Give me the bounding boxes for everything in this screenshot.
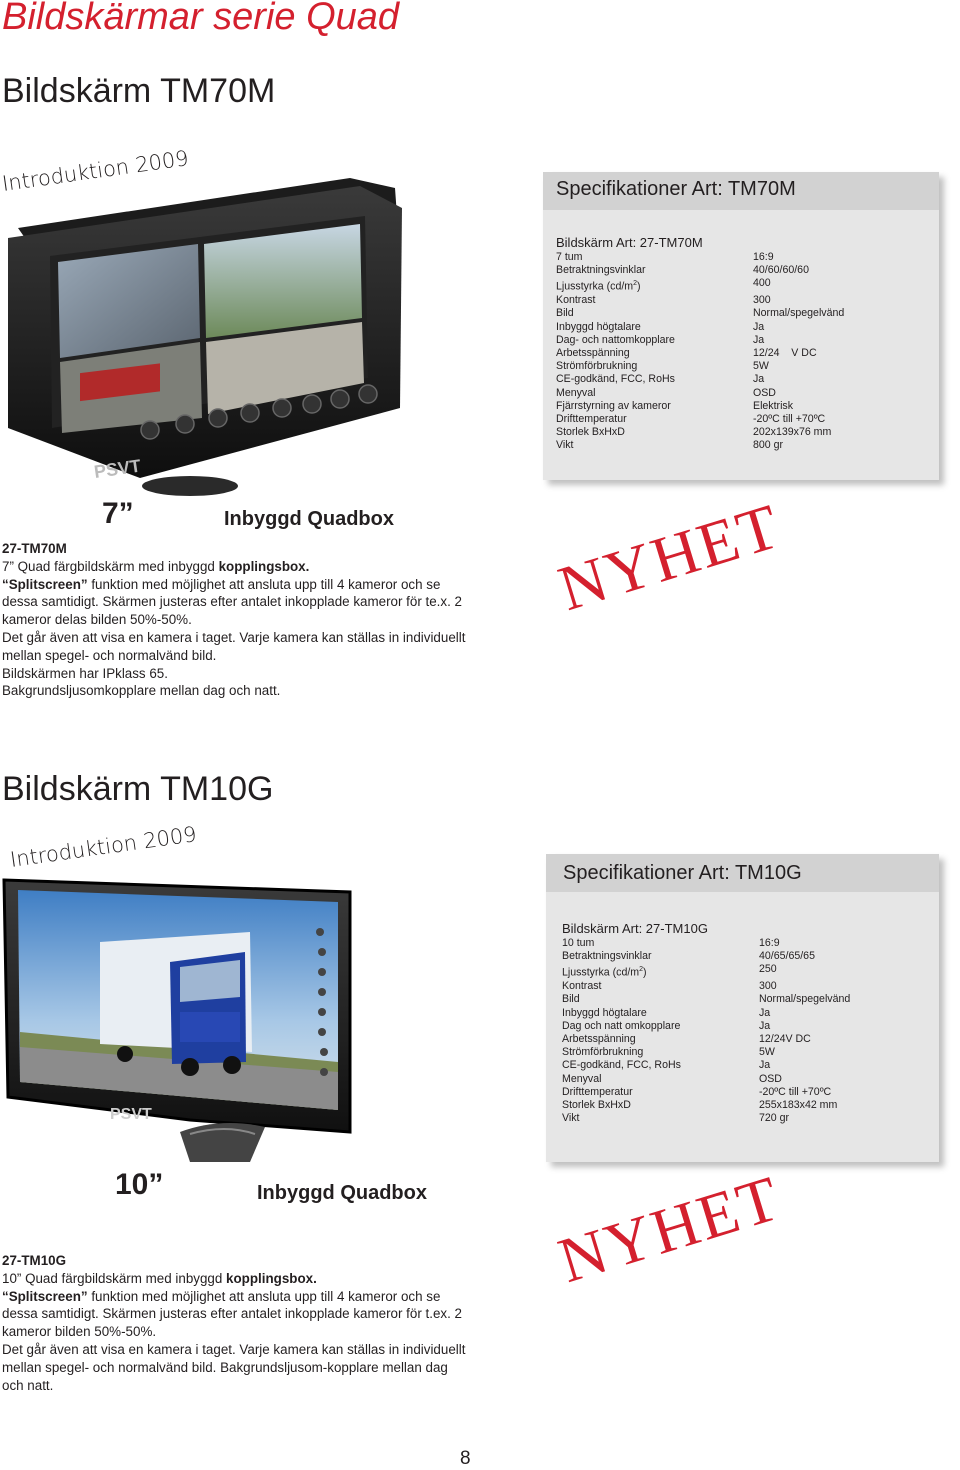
spec-row: [556, 321, 844, 334]
product-title-tm10g: Bildskärm TM10G: [2, 770, 274, 808]
spec-row: [562, 1086, 850, 1099]
spec-row: [562, 993, 850, 1006]
spec-row: [562, 950, 850, 963]
spec-row: [556, 387, 844, 400]
spec-row: [556, 439, 844, 452]
spec-row: [556, 264, 844, 277]
spec-row: [562, 1059, 850, 1072]
spec-key: Ljusstyrka $(cd/m^2)$: [562, 966, 647, 979]
spec-value: 12/24 V DC: [753, 346, 817, 359]
spec-key: Strömförbrukning: [562, 1046, 644, 1059]
spec-value: Ja: [753, 333, 765, 346]
spec-value: 5W: [759, 1046, 775, 1059]
desc-line: funktion med möjlighet att ansluta upp till 4 kameror och se dessa samtidigt. Skärmen justeras efter antalet inkopplade kameror för te.x. 2 kameror delas bilden 50%-50%.: [2, 576, 462, 628]
spec-key: Dag och natt omkopplare: [562, 1019, 681, 1032]
quadbox-label-tm70m: Inbyggd Quadbox: [224, 508, 394, 530]
spec-row: [556, 413, 844, 426]
spec-key: Drifttemperatur: [562, 1085, 633, 1098]
product-title-tm70m: Bildskärm TM70M: [2, 72, 276, 110]
spec-row: [562, 1112, 850, 1125]
spec-key: Storlek BxHxD: [562, 1098, 631, 1111]
monitor-brand-tm70m: PSVT: [92, 455, 143, 482]
monitor-brand-tm10g: PSVT: [110, 1106, 152, 1123]
spec-row: [562, 980, 850, 993]
spec-key: Vikt: [562, 1112, 580, 1125]
spec-row: [556, 373, 844, 386]
product-code-tm70m: 27-TM70M: [2, 541, 67, 556]
spec-value: Ja: [759, 1019, 771, 1032]
product-code-tm10g: 27-TM10G: [2, 1253, 66, 1268]
spec-panel-tm10g: [546, 854, 939, 1162]
spec-value: 5W: [753, 360, 769, 373]
spec-key: CE-godkänd, FCC, RoHs: [556, 373, 675, 386]
spec-key: Bild: [562, 993, 580, 1006]
spec-key: Kontrast: [562, 980, 602, 993]
spec-header-tm10g: Specifikationer Art: TM10G: [546, 854, 939, 892]
spec-value: 255x183x42 mm: [759, 1098, 838, 1111]
spec-value: -20ºC till +70ºC: [759, 1085, 832, 1098]
spec-key: Ljusstyrka $(cd/m^2)$: [556, 280, 641, 293]
desc-bold: “Splitscreen”: [2, 1288, 88, 1304]
desc-line: Det går även att visa en kamera i taget. Varje kamera kan ställas in individuellt mellan spegel- och normalvänd bild. Bakgrundsljusom-kopplare mellan dag och natt.: [2, 1341, 466, 1393]
spec-key: Storlek BxHxD: [556, 426, 625, 439]
spec-key: Drifttemperatur: [556, 412, 627, 425]
spec-key: Inbyggd högtalare: [556, 320, 641, 333]
monitor-image-tm70m: [0, 178, 520, 500]
desc-bold: kopplingsbox.: [226, 1270, 317, 1286]
spec-row: [556, 360, 844, 373]
spec-row: [556, 277, 844, 294]
spec-key: Vikt: [556, 439, 574, 452]
spec-row: [562, 1007, 850, 1020]
spec-row: [556, 426, 844, 439]
spec-row: [562, 1099, 850, 1112]
spec-value: OSD: [759, 1072, 782, 1085]
spec-key: Bild: [556, 307, 574, 320]
spec-value: 300: [759, 980, 777, 993]
spec-key: Betraktningsvinklar: [562, 950, 652, 963]
monitor-image-tm10g: [0, 872, 525, 1167]
spec-key: Betraktningsvinklar: [556, 264, 646, 277]
spec-key: Kontrast: [556, 294, 596, 307]
spec-value: -20ºC till +70ºC: [753, 412, 826, 425]
size-label-tm10g: 10”: [115, 1168, 164, 1201]
spec-list-tm10g: [562, 937, 850, 1125]
spec-value: 16:9: [753, 251, 774, 263]
spec-value: 40/60/60/60: [753, 264, 809, 277]
spec-value: Ja: [759, 1006, 771, 1019]
nyhet-badge-tm70m: NYHET: [550, 489, 789, 625]
spec-row: [562, 1046, 850, 1059]
description-tm10g: [2, 1252, 472, 1394]
spec-row: [556, 347, 844, 360]
spec-row: [556, 400, 844, 413]
spec-key: 7 tum: [556, 251, 583, 263]
spec-key: Menyval: [556, 386, 596, 399]
spec-value: Normal/spegelvänd: [753, 307, 845, 320]
quadbox-label-tm10g: Inbyggd Quadbox: [257, 1182, 427, 1204]
spec-row: [556, 307, 844, 320]
size-label-tm70m: 7”: [102, 497, 134, 530]
spec-panel-tm70m: [543, 172, 939, 480]
desc-line: Bakgrundsljusomkopplare mellan dag och natt.: [2, 683, 281, 699]
spec-key: Inbyggd högtalare: [562, 1006, 647, 1019]
spec-list-tm70m: [556, 251, 844, 453]
spec-header-tm70m: Specifikationer Art: TM70M: [543, 172, 939, 210]
spec-key: Fjärrstyrning av kameror: [556, 399, 671, 412]
page-title: Bildskärmar serie Quad: [2, 0, 400, 38]
desc-bold: kopplingsbox.: [218, 558, 310, 574]
nyhet-badge-tm10g: NYHET: [550, 1161, 789, 1297]
desc-line: funktion med möjlighet att ansluta upp till 4 kameror och se dessa samtidigt. Skärmen justeras efter antalet inkopplade kameror för t.ex. 2 kameror bilden 50%-50%.: [2, 1288, 462, 1340]
spec-value: Ja: [753, 373, 765, 386]
spec-key: Arbetsspänning: [562, 1032, 636, 1045]
spec-key: CE-godkänd, FCC, RoHs: [562, 1059, 681, 1072]
spec-value: 250: [759, 963, 777, 976]
spec-value: OSD: [753, 386, 776, 399]
spec-value: 40/65/65/65: [759, 950, 815, 963]
spec-value: 202x139x76 mm: [753, 426, 832, 439]
spec-value: Normal/spegelvänd: [759, 993, 851, 1006]
spec-value: 16:9: [759, 937, 780, 949]
desc-bold: “Splitscreen”: [2, 576, 88, 592]
spec-row: [562, 1033, 850, 1046]
spec-key: Arbetsspänning: [556, 346, 630, 359]
spec-value: 400: [753, 277, 771, 290]
intro-label-tm70m: Introduktion 2009: [0, 146, 191, 196]
desc-line: 7” Quad färgbildskärm med inbyggd: [2, 558, 219, 574]
spec-key: Dag- och nattomkopplare: [556, 333, 675, 346]
spec-key: Menyval: [562, 1072, 602, 1085]
spec-row: [562, 1020, 850, 1033]
spec-row: [556, 251, 844, 264]
spec-row: [556, 334, 844, 347]
page-number: 8: [460, 1448, 471, 1469]
spec-subheader-tm10g: Bildskärm Art: 27-TM10G: [562, 921, 708, 936]
desc-line: Det går även att visa en kamera i taget. Varje kamera kan ställas in individuellt mellan spegel- och normalvänd bild.: [2, 629, 466, 663]
spec-row: [562, 963, 850, 980]
spec-key: Strömförbrukning: [556, 360, 638, 373]
spec-value: Ja: [753, 320, 765, 333]
spec-key: 10 tum: [562, 937, 595, 949]
desc-line: 10” Quad färgbildskärm med inbyggd: [2, 1270, 227, 1286]
spec-row: [562, 1073, 850, 1086]
desc-line: Bildskärmen har IPklass 65.: [2, 665, 168, 681]
spec-value: 720 gr: [759, 1112, 790, 1125]
spec-value: 12/24V DC: [759, 1032, 811, 1045]
spec-value: Ja: [759, 1059, 771, 1072]
spec-row: [562, 937, 850, 950]
spec-subheader-tm70m: Bildskärm Art: 27-TM70M: [556, 235, 703, 250]
spec-value: Elektrisk: [753, 399, 794, 412]
spec-value: 300: [753, 294, 771, 307]
description-tm70m: [2, 540, 472, 700]
intro-label-tm10g: Introduktion 2009: [8, 822, 199, 872]
spec-value: 800 gr: [753, 439, 784, 452]
spec-row: [556, 294, 844, 307]
